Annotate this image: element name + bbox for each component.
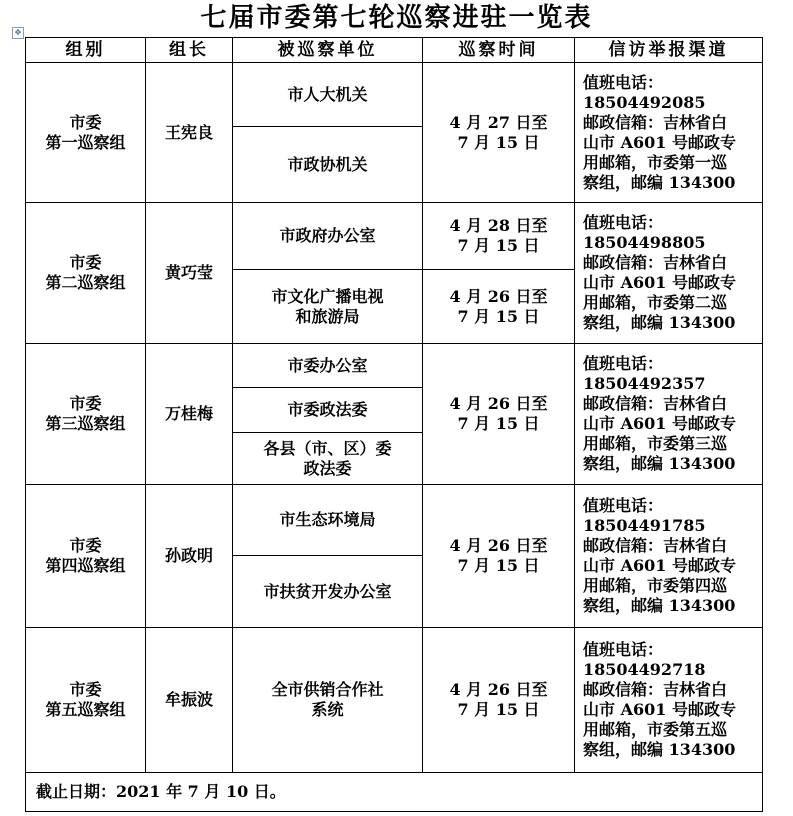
- unit-cell: 市政协机关: [233, 127, 423, 203]
- group-line: 市委: [69, 112, 102, 132]
- contact-cell: [575, 628, 763, 773]
- unit-cell: 市委政法委: [233, 388, 423, 433]
- group-cell: [26, 203, 146, 344]
- mail-line: 邮政信箱：吉林省白: [583, 536, 728, 555]
- unit-cell: 市人大机关: [233, 63, 423, 127]
- table-row: [26, 344, 763, 388]
- group-cell: [26, 344, 146, 485]
- time-cell: [423, 344, 575, 485]
- header-time: 巡察时间: [423, 38, 575, 63]
- time-cell: [423, 63, 575, 203]
- group-cell: [26, 485, 146, 628]
- phone-number: 18504492357: [583, 374, 706, 393]
- contact-cell: [575, 344, 763, 485]
- phone-number: 18504498805: [583, 233, 706, 252]
- leader-cell: 王宪良: [146, 63, 233, 203]
- phone-number: 18504492085: [583, 92, 706, 112]
- phone-label: 值班电话：: [583, 213, 664, 232]
- time-line: 4 月 28 日至: [449, 216, 548, 235]
- time-line: 4 月 26 日至: [449, 536, 548, 555]
- deadline-note: 截止日期：2021 年 7 月 10 日。: [26, 773, 763, 812]
- time-line: 4 月 26 日至: [449, 680, 548, 699]
- time-cell: [423, 628, 575, 773]
- leader-cell: 万桂梅: [146, 344, 233, 485]
- mail-line: 察组，邮编 134300: [583, 596, 736, 615]
- mail-line: 山市 A601 号邮政专: [583, 700, 736, 719]
- phone-number: 18504492718: [583, 660, 706, 679]
- phone-label: 值班电话：: [583, 354, 664, 373]
- mail-line: 用邮箱，市委第二巡: [583, 293, 728, 312]
- table-row: [26, 203, 763, 270]
- time-line: 4 月 26 日至: [449, 394, 548, 413]
- group-line: 市委: [69, 536, 102, 555]
- mail-line: 用邮箱，市委第五巡: [583, 720, 728, 739]
- header-group: 组别: [26, 38, 146, 63]
- table-row: [26, 63, 763, 127]
- group-line: 市委: [69, 253, 102, 272]
- mail-line: 山市 A601 号邮政专: [583, 556, 736, 575]
- group-line: 第四巡察组: [45, 556, 126, 575]
- unit-cell: [233, 433, 423, 485]
- unit-line: 全市供销合作社: [271, 680, 384, 699]
- unit-line: 市文化广播电视: [271, 286, 384, 306]
- group-line: 第三巡察组: [45, 414, 126, 433]
- unit-cell: 市委办公室: [233, 344, 423, 388]
- mail-line: 用邮箱，市委第四巡: [583, 576, 728, 595]
- mail-line: 用邮箱，市委第一巡: [583, 152, 728, 172]
- unit-cell: 市扶贫开发办公室: [233, 556, 423, 628]
- time-line: 7 月 15 日: [457, 414, 540, 433]
- contact-cell: [575, 485, 763, 628]
- mail-line: 察组，邮编 134300: [583, 172, 736, 192]
- group-line: 第五巡察组: [45, 700, 126, 719]
- footer-row: [26, 773, 763, 812]
- unit-cell: 市生态环境局: [233, 485, 423, 556]
- mail-line: 山市 A601 号邮政专: [583, 414, 736, 433]
- contact-cell: [575, 63, 763, 203]
- phone-label: 值班电话：: [583, 72, 664, 92]
- time-line: 7 月 15 日: [457, 132, 540, 152]
- contact-cell: [575, 203, 763, 344]
- phone-label: 值班电话：: [583, 496, 664, 515]
- mail-line: 邮政信箱：吉林省白: [583, 680, 728, 699]
- unit-line: 各县（市、区）委: [263, 438, 392, 458]
- mail-line: 邮政信箱：吉林省白: [583, 112, 728, 132]
- group-line: 市委: [69, 394, 102, 413]
- time-line: 7 月 15 日: [457, 236, 540, 255]
- group-line: 市委: [69, 680, 102, 699]
- leader-cell: 孙政明: [146, 485, 233, 628]
- unit-cell: [233, 628, 423, 773]
- unit-line: 政法委: [303, 458, 352, 478]
- mail-line: 邮政信箱：吉林省白: [583, 394, 728, 413]
- group-cell: [26, 63, 146, 203]
- phone-label: 值班电话：: [583, 640, 664, 659]
- leader-cell: 黄巧莹: [146, 203, 233, 344]
- mail-line: 山市 A601 号邮政专: [583, 132, 736, 152]
- unit-line: 系统: [311, 700, 344, 719]
- time-line: 4 月 27 日至: [449, 112, 548, 132]
- unit-line: 和旅游局: [295, 306, 360, 326]
- mail-line: 察组，邮编 134300: [583, 313, 736, 332]
- move-cross-icon[interactable]: ✥: [12, 27, 24, 39]
- group-line: 第二巡察组: [45, 273, 126, 292]
- mail-line: 察组，邮编 134300: [583, 454, 736, 473]
- phone-number: 18504491785: [583, 516, 706, 535]
- mail-line: 山市 A601 号邮政专: [583, 273, 736, 292]
- table-row: [26, 485, 763, 556]
- time-cell: [423, 203, 575, 270]
- time-line: 7 月 15 日: [457, 700, 540, 719]
- time-cell: [423, 270, 575, 344]
- table-row: [26, 628, 763, 773]
- header-leader: 组长: [146, 38, 233, 63]
- unit-cell: 市政府办公室: [233, 203, 423, 270]
- document-title: 七届市委第七轮巡察进驻一览表: [200, 3, 593, 33]
- time-cell: [423, 485, 575, 628]
- inspection-table: [25, 37, 763, 812]
- header-unit: 被巡察单位: [233, 38, 423, 63]
- leader-cell: 牟振波: [146, 628, 233, 773]
- mail-line: 邮政信箱：吉林省白: [583, 253, 728, 272]
- group-cell: [26, 628, 146, 773]
- time-line: 7 月 15 日: [457, 556, 540, 575]
- mail-line: 用邮箱，市委第三巡: [583, 434, 728, 453]
- time-line: 7 月 15 日: [457, 306, 540, 326]
- unit-cell: [233, 270, 423, 344]
- mail-line: 察组，邮编 134300: [583, 740, 736, 759]
- time-line: 4 月 26 日至: [449, 286, 548, 306]
- header-contact: 信访举报渠道: [575, 38, 763, 63]
- group-line: 第一巡察组: [45, 132, 126, 152]
- header-row: [26, 38, 763, 63]
